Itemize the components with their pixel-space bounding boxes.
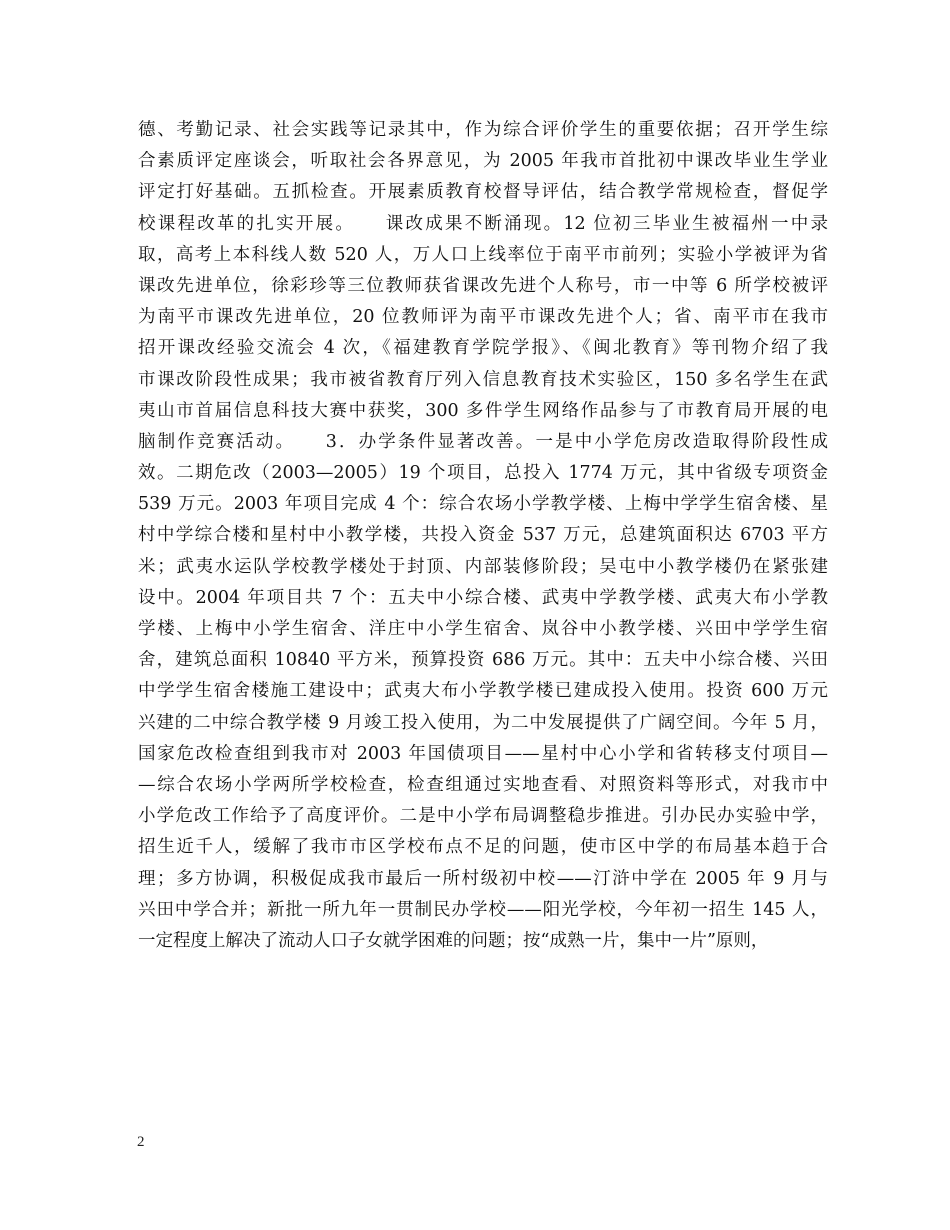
text-line: 539 万元。2003 年项目完成 4 个：综合农场小学教学楼、上梅中学学生宿舍楼、星 xyxy=(138,494,828,515)
text-line: 国家危改检查组到我市对 2003 年国债项目——星村中心小学和省转移支付项目— xyxy=(138,743,828,764)
text-line: —综合农场小学两所学校检查，检查组通过实地查看、对照资料等形式，对我市中 xyxy=(138,774,828,795)
text-line: 舍，建筑总面积 10840 平方米，预算投资 686 万元。其中：五夫中小综合楼、兴田 xyxy=(138,650,828,671)
text-line: 效。二期危改（2003—2005）19 个项目，总投入 1774 万元，其中省级专项资金 xyxy=(138,463,828,484)
text-line: 市课改阶段性成果；我市被省教育厅列入信息教育技术实验区，150 多名学生在武 xyxy=(138,369,828,390)
text-line: 兴建的二中综合教学楼 9 月竣工投入使用，为二中发展提供了广阔空间。今年 5 月， xyxy=(138,712,828,733)
text-line: 为南平市课改先进单位，20 位教师评为南平市课改先进个人；省、南平市在我市 xyxy=(138,307,828,328)
text-line: 理；多方协调，积极促成我市最后一所村级初中校——汀浒中学在 2005 年 9 月与 xyxy=(138,868,828,889)
text-line: 取，高考上本科线人数 520 人，万人口上线率位于南平市前列；实验小学被评为省 xyxy=(138,244,828,265)
text-line: 小学危改工作给予了高度评价。二是中小学布局调整稳步推进。引办民办实验中学， xyxy=(138,806,828,827)
text-line: 米；武夷水运队学校教学楼处于封顶、内部装修阶段；吴屯中小教学楼仍在紧张建 xyxy=(138,556,828,577)
text-line: 夷山市首届信息科技大赛中获奖，300 多件学生网络作品参与了市教育局开展的电 xyxy=(138,400,828,421)
text-line: 校课程改革的扎实开展。 课改成果不断涌现。12 位初三毕业生被福州一中录 xyxy=(138,213,828,234)
text-line: 兴田中学合并；新批一所九年一贯制民办学校——阳光学校，今年初一招生 145 人， xyxy=(138,899,828,920)
text-line: 招开课改经验交流会 4 次，《福建教育学院学报》、《闽北教育》等刊物介绍了我 xyxy=(138,338,828,359)
text-line: 评定打好基础。五抓检查。开展素质教育校督导评估，结合教学常规检查，督促学 xyxy=(138,182,828,203)
text-line: 中学学生宿舍楼施工建设中；武夷大布小学教学楼已建成投入使用。投资 600 万元 xyxy=(138,681,828,702)
text-line: 招生近千人，缓解了我市市区学校布点不足的问题，使市区中学的布局基本趋于合 xyxy=(138,837,828,858)
text-line: 一定程度上解决了流动人口子女就学困难的问题；按“成熟一片，集中一片”原则， xyxy=(138,930,769,951)
text-line: 德、考勤记录、社会实践等记录其中，作为综合评价学生的重要依据；召开学生综 xyxy=(138,120,828,140)
text-line: 设中。2004 年项目共 7 个：五夫中小综合楼、武夷中学教学楼、武夷大布小学教 xyxy=(138,587,828,608)
text-line: 脑制作竞赛活动。 3．办学条件显著改善。一是中小学危房改造取得阶段性成 xyxy=(138,431,828,452)
text-line: 村中学综合楼和星村中小教学楼，共投入资金 537 万元，总建筑面积达 6703 平方 xyxy=(138,525,828,546)
text-line: 课改先进单位，徐彩珍等三位教师获省课改先进个人称号，市一中等 6 所学校被评 xyxy=(138,275,828,296)
body-text xyxy=(138,115,828,957)
text-line: 学楼、上梅中小学生宿舍、洋庄中小学生宿舍、岚谷中小教学楼、兴田中学学生宿 xyxy=(138,619,828,639)
page-number: 2 xyxy=(137,1134,145,1150)
text-line: 合素质评定座谈会，听取社会各界意见，为 2005 年我市首批初中课改毕业生学业 xyxy=(138,151,828,172)
